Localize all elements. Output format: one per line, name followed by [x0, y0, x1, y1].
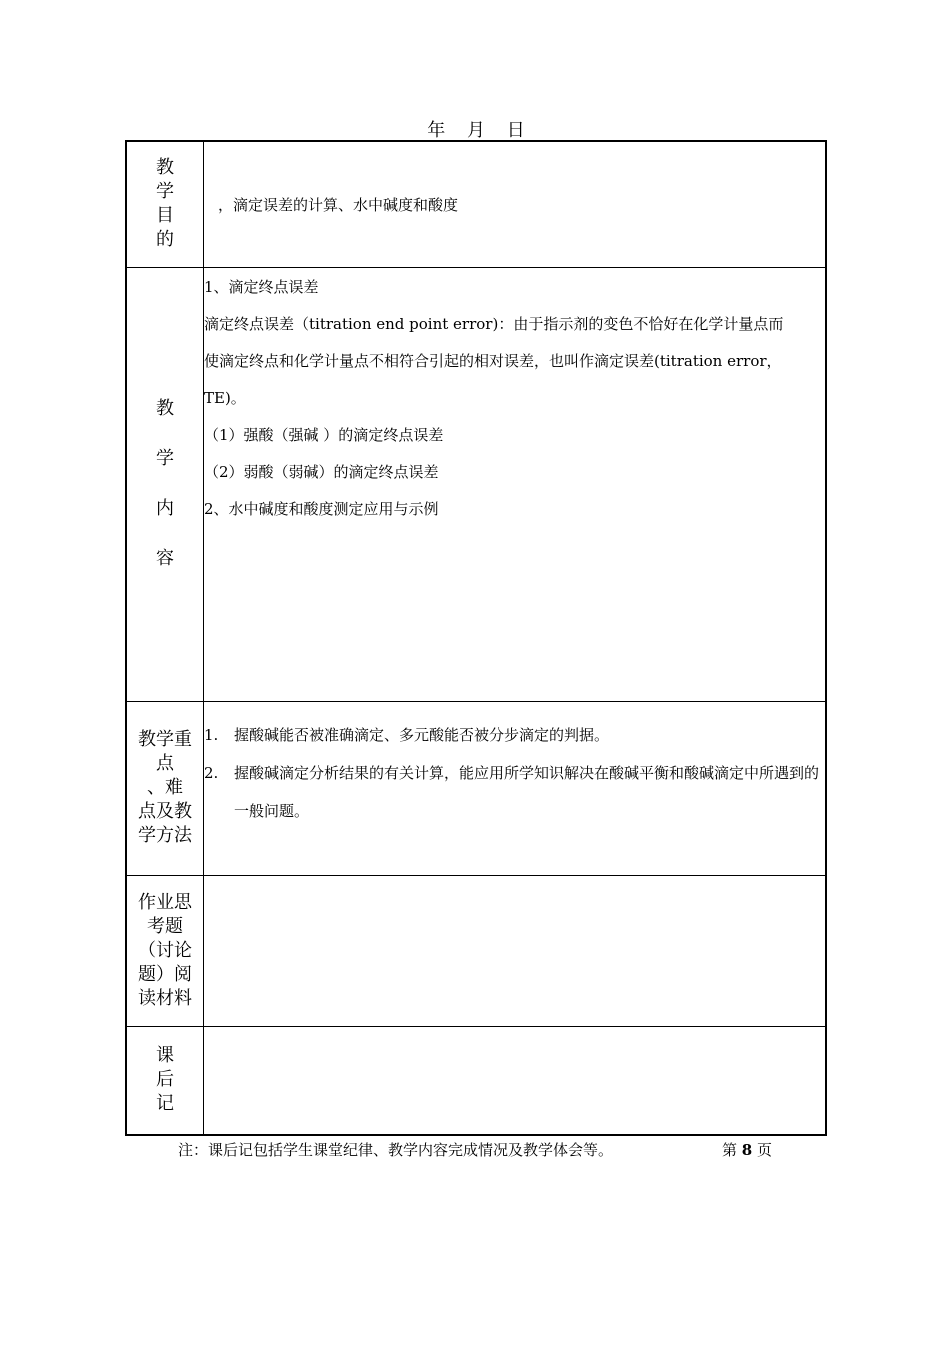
list-item [204, 716, 825, 754]
item-number: 1. [204, 725, 219, 744]
key-points-list [204, 716, 825, 830]
teaching-content [204, 267, 827, 701]
lesson-plan-table [125, 140, 827, 1136]
item-text: 握酸碱能否被准确滴定、多元酸能否被分步滴定的判据。 [234, 725, 610, 744]
label-homework [126, 875, 204, 1026]
label-char: 学方法 [138, 825, 192, 846]
page-value: 8 [741, 1141, 753, 1159]
date-month: 月 [467, 120, 485, 141]
label-char: 后 [156, 1069, 174, 1091]
row-content [126, 267, 826, 701]
footer-note: 注：课后记包括学生课堂纪律、教学内容完成情况及教学体会等。 [178, 1141, 614, 1159]
label-char: 目 [156, 205, 174, 227]
label-char: 作业思 [138, 891, 192, 913]
label-char: 题）阅 [138, 963, 192, 985]
row-postscript [126, 1026, 826, 1135]
label-char: 学 [156, 181, 174, 203]
row-key-points [126, 701, 826, 875]
label-char: 、难 [147, 777, 183, 798]
label-char: 课 [156, 1045, 174, 1067]
label-char: 学 [156, 448, 174, 469]
label-char: 记 [156, 1093, 174, 1115]
label-char: 教学重 [138, 729, 192, 750]
content-line: （2）弱酸（弱碱）的滴定终点误差 [204, 462, 439, 481]
content-line: （1）强酸（强碱 ）的滴定终点误差 [204, 425, 444, 444]
label-char: （讨论 [138, 939, 192, 961]
content-line: 1、滴定终点误差 [204, 277, 319, 296]
label-char: 教 [156, 157, 174, 179]
page-number [722, 1139, 772, 1160]
page-suffix: 页 [757, 1141, 773, 1159]
label-content [126, 267, 204, 701]
content-line: 2、水中碱度和酸度测定应用与示例 [204, 499, 439, 518]
row-homework [126, 875, 826, 1026]
list-item [204, 754, 825, 830]
label-char: 读材料 [138, 987, 192, 1009]
postscript-content [204, 1026, 827, 1135]
label-char: 容 [156, 548, 174, 569]
label-postscript [126, 1026, 204, 1135]
objective-content [204, 141, 827, 267]
label-key-points [126, 701, 204, 875]
label-char: 教 [156, 398, 174, 419]
content-line: 滴定终点误差（titration end point error)：由于指示剂的变色不恰好在化学计量点而 [204, 314, 784, 333]
date-year: 年 [427, 120, 446, 141]
label-char: 考题 [147, 915, 183, 937]
content-line: TE)。 [204, 388, 246, 407]
homework-content [204, 875, 827, 1026]
row-objective [126, 141, 826, 267]
key-points-content [204, 701, 827, 875]
label-char: 点 [156, 753, 174, 774]
content-line: 使滴定终点和化学计量点不相符合引起的相对误差，也叫作滴定误差(titration error， [204, 351, 782, 370]
page-prefix: 第 [722, 1141, 738, 1159]
label-char: 的 [156, 229, 174, 251]
item-number: 2. [204, 763, 219, 782]
label-char: 内 [156, 498, 174, 519]
label-char: 点及教 [138, 801, 192, 822]
label-objective [126, 141, 204, 267]
item-text: 握酸碱滴定分析结果的有关计算，能应用所学知识解决在酸碱平衡和酸碱滴定中所遇到的一般问题。 [234, 763, 820, 820]
objective-text: ，滴定误差的计算、水中碱度和酸度 [218, 195, 459, 214]
date-line [0, 116, 952, 142]
date-day: 日 [506, 120, 525, 141]
